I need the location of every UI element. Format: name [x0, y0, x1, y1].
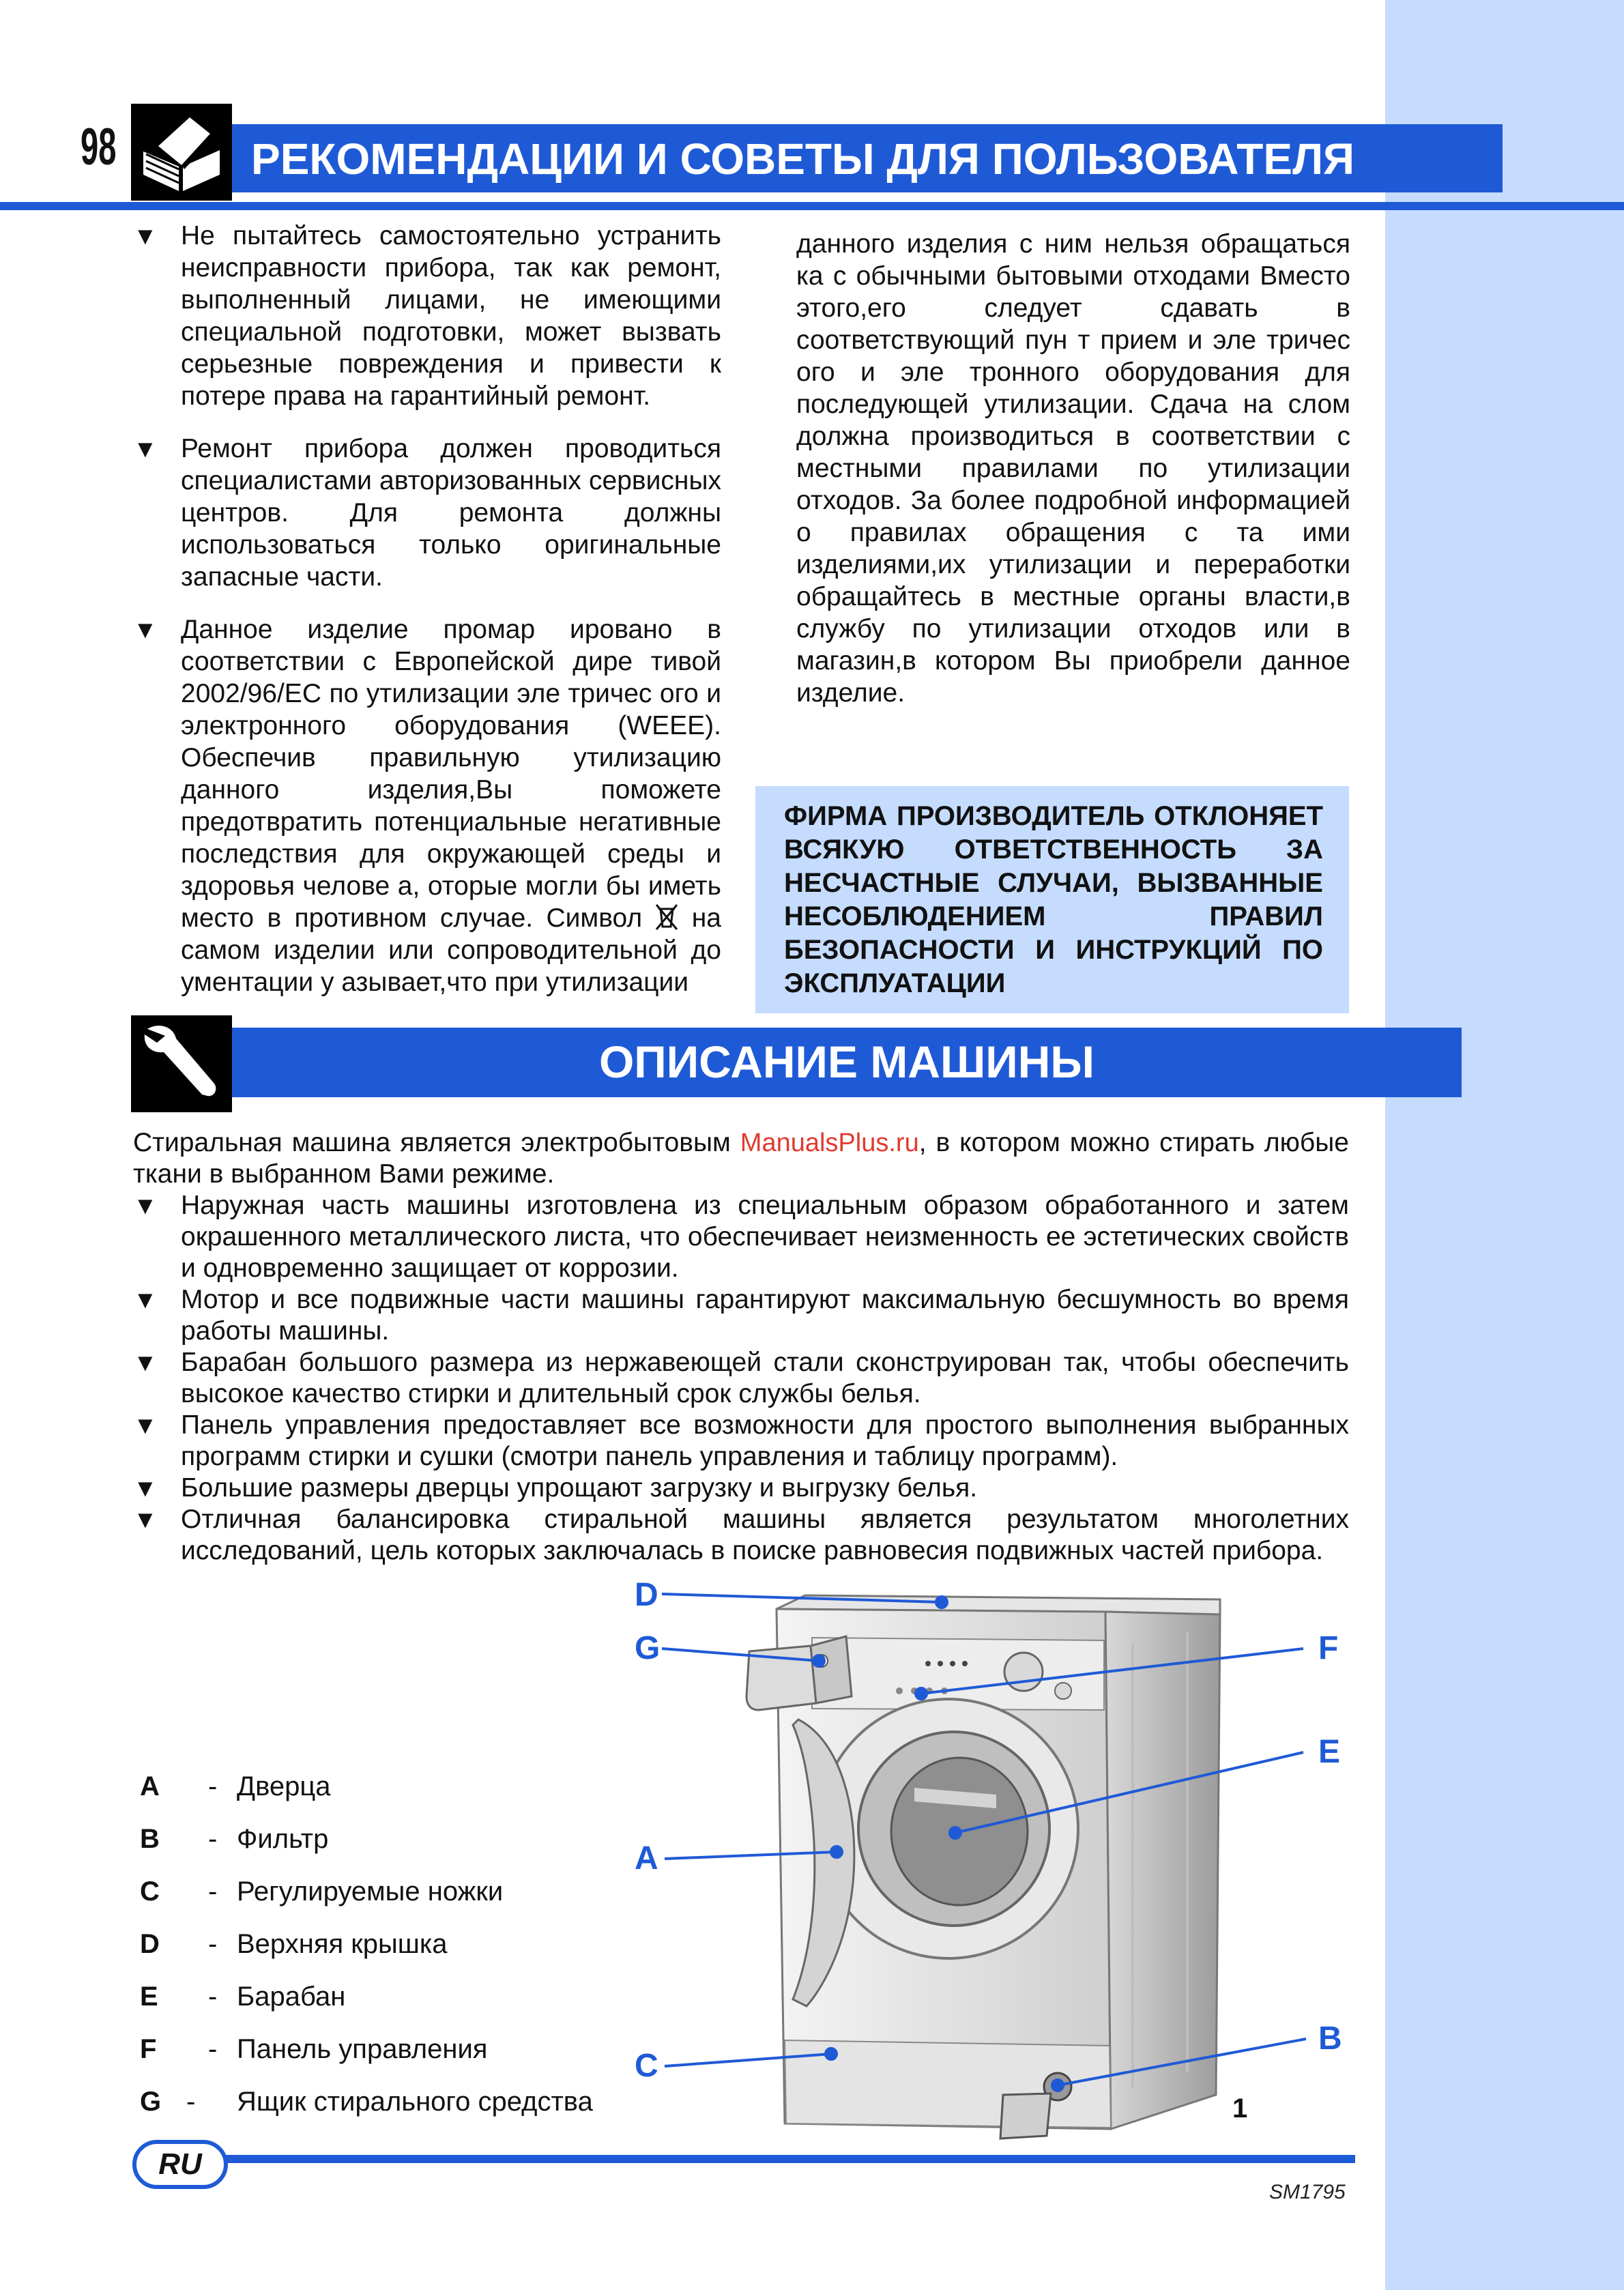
- recommendations-right-column: [796, 228, 1350, 709]
- label-A: A: [635, 1840, 658, 1876]
- section-title: ОПИСАНИЕ МАШИНЫ: [598, 1037, 1095, 1087]
- label-E: E: [1318, 1734, 1341, 1770]
- list-item: ▼ Ремонт прибора должен проводиться специалистами авторизованных сервисных центров. Для ремонта должны использоваться только оригинальные запасные части.: [133, 433, 721, 593]
- legend-text: Фильтр: [237, 1824, 329, 1854]
- legend-key: E: [140, 1982, 158, 2012]
- intro-text-part1: Стиральная машина является электробытовым: [133, 1128, 731, 1157]
- list-item: ▼ Большие размеры дверцы упрощают загрузку и выгрузку белья.: [133, 1473, 1349, 1504]
- warning-text: ФИРМА ПРОИЗВОДИТЕЛЬ ОТКЛОНЯЕТ ВСЯКУЮ ОТВЕТСТВЕННОСТЬ ЗА НЕСЧАСТНЫЕ СЛУЧАИ, ВЫЗВАННЫЕ НЕСОБЛЮДЕНИЕМ ПРАВИЛ БЕЗОПАСНОСТИ И ИНСТРУКЦИЙ ПО ЭКСПЛУАТАЦИИ: [784, 801, 1323, 998]
- crossed-bin-icon: [655, 903, 678, 931]
- right-column-text: данного изделия с ним нельзя обращаться ка с обычными бытовыми отходами Вместо этого,его следует сдавать в соответствующий пун т прием и эле тричес ого и эле тронного оборудования для последующей утилизации. Сдача на слом должна производиться в соответствии с местными правилами по утилизации отходов. За более подробной информацией о правилах обращения с та ими изделиями,их утилизации и переработки обращайтесь в местные органы власти,в службу по утилизации отходов или в магазин,в котором Вы приобрели данное изделие.: [796, 229, 1350, 708]
- open-book-icon: [131, 104, 232, 201]
- label-F: F: [1318, 1630, 1339, 1666]
- legend-key: F: [140, 2034, 157, 2064]
- legend-key: G: [140, 2087, 162, 2117]
- washing-machine-illustration: [614, 1569, 1365, 2156]
- intro-text-part2: , в котором можно стирать любые ткани в выбранном Вами режиме.: [133, 1128, 1349, 1189]
- washing-machine-diagram: [614, 1569, 1365, 2156]
- wrench-icon: [131, 1015, 232, 1112]
- list-item: ▼ Отличная балансировка стиральной машины является результатом многолетних исследований, цель которых заключалась в поиске равновесия подвижных частей прибора.: [133, 1504, 1349, 1567]
- legend-row: [140, 1824, 618, 1858]
- machine-description: [133, 1127, 1349, 1567]
- list-item: ▼ Барабан большого размера из нержавеющей стали сконструирован так, чтобы обеспечить высокое качество стирки и длительный срок службы белья.: [133, 1347, 1349, 1410]
- recommendations-left-column: [133, 220, 721, 998]
- weee-text-part2: на самом изделии или сопроводительной до ументации у азывает,что при утилизации: [181, 903, 721, 997]
- legend-dash: -: [208, 1982, 218, 2012]
- intro-paragraph: [133, 1127, 1349, 1190]
- list-item: ▼ Панель управления предоставляет все возможности для простого выполнения выбранных программ стирки и сушки (смотри панель управления и таблицу программ).: [133, 1410, 1349, 1473]
- legend-key: D: [140, 1929, 160, 1959]
- legend-key: B: [140, 1824, 160, 1854]
- list-item-weee: [133, 613, 721, 998]
- language-badge: [132, 2140, 228, 2189]
- right-sidebar: [1385, 0, 1624, 2290]
- label-D: D: [635, 1577, 658, 1613]
- legend-row: [140, 2034, 618, 2068]
- header-bar: [232, 124, 1503, 192]
- legend-text: Верхняя крышка: [237, 1929, 448, 1959]
- legend-row: [140, 1982, 618, 2016]
- legend-key: A: [140, 1771, 160, 1801]
- section-bar: [232, 1028, 1462, 1097]
- list-item: ▼ Мотор и все подвижные части машины гарантируют максимальную бесшумность во время работы машины.: [133, 1284, 1349, 1347]
- legend-dash: -: [186, 2087, 196, 2117]
- legend-row: [140, 1876, 618, 1911]
- header-rule: [0, 202, 1624, 210]
- legend-dash: -: [208, 1771, 218, 1801]
- legend-dash: -: [208, 1824, 218, 1854]
- legend-dash: -: [208, 1876, 218, 1907]
- legend-row: [140, 1771, 618, 1806]
- page-title: РЕКОМЕНДАЦИИ И СОВЕТЫ ДЛЯ ПОЛЬЗОВАТЕЛЯ: [251, 134, 1354, 184]
- legend-dash: -: [208, 1929, 218, 1959]
- legend-text: Барабан: [237, 1982, 346, 2012]
- legend-dash: -: [208, 2034, 218, 2064]
- legend-text: Дверца: [237, 1771, 331, 1801]
- watermark: ManualsPlus.ru: [740, 1129, 919, 1157]
- legend-text: Ящик стирального средства: [237, 2087, 593, 2117]
- legend-row: [140, 1929, 618, 1963]
- footer-rule: [217, 2155, 1355, 2163]
- language-badge-text: RU: [158, 2147, 202, 2181]
- list-item: ▼ Не пытайтесь самостоятельно устранить неисправности прибора, так как ремонт, выполненный лицами, не имеющими специальной подготовки, может вызвать серьезные повреждения и привести к потере права на гарантийный ремонт.: [133, 220, 721, 412]
- list-item: ▼ Наружная часть машины изготовлена из специальным образом обработанного и затем окрашенного металлического листа, что обеспечивает неизменность ее эстетических свойств и одновременно защищает от коррозии.: [133, 1190, 1349, 1284]
- warning-box: [755, 786, 1349, 1013]
- legend-text: Регулируемые ножки: [237, 1876, 504, 1907]
- label-C: C: [635, 2048, 658, 2084]
- figure-number: 1: [1232, 2093, 1248, 2124]
- label-G: G: [635, 1630, 661, 1666]
- weee-text-part1: Данное изделие промар ировано в соответствии с Европейской дире тивой 2002/96/ЕС по утилизации эле тричес ого и электронного оборудования (WEEE). Обеспечив правильную утилизацию данного изделия,Вы поможете предотвратить потенциальные негативные последствия для окружающей среды и здоровья челове а, оторые могли бы иметь место в противном случае. Символ: [181, 615, 721, 933]
- legend-key: C: [140, 1876, 160, 1907]
- label-B: B: [1318, 2020, 1342, 2057]
- document-code: SM1795: [1269, 2181, 1346, 2203]
- legend-text: Панель управления: [237, 2034, 488, 2064]
- page-number: 98: [81, 118, 117, 176]
- legend-row: [140, 2087, 618, 2121]
